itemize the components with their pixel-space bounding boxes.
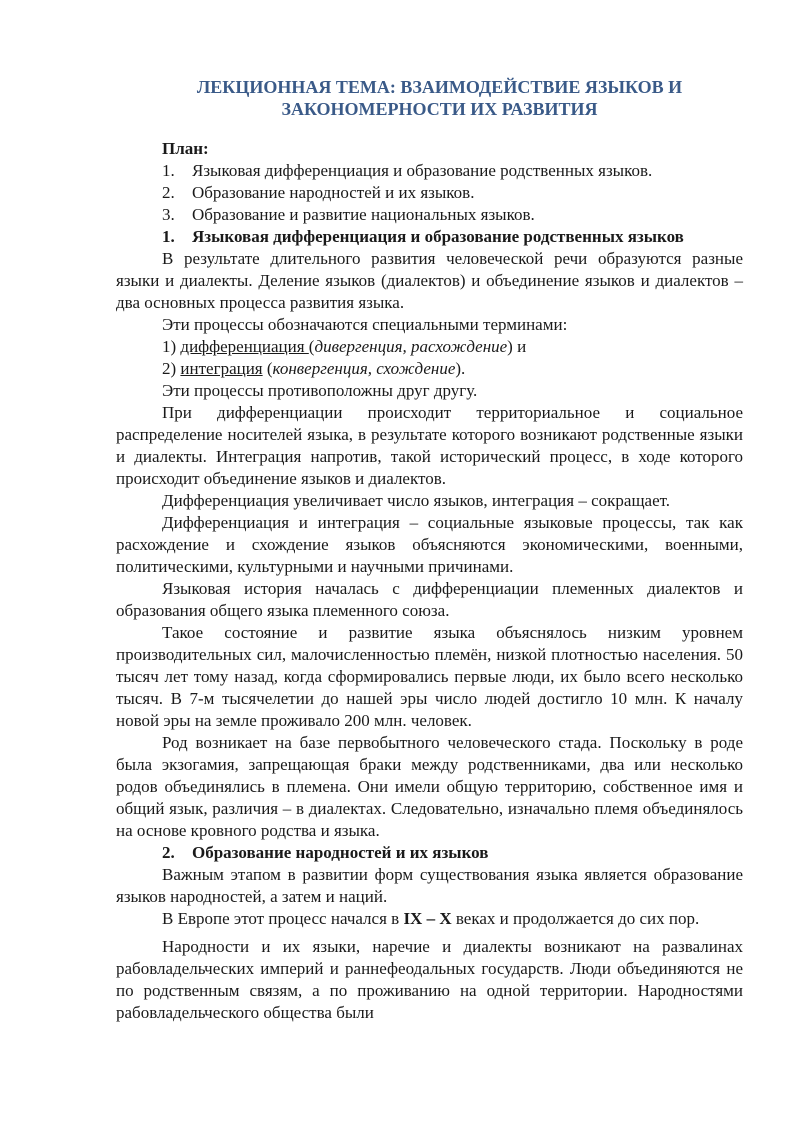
document-content	[116, 76, 743, 1024]
paragraph: Эти процессы обозначаются специальными терминами:	[162, 315, 568, 334]
paragraph: При дифференциации происходит территориальное и социальное распределение носителей языка, в результате которого возникают родственные языки и диалекты. Интеграция напротив, такой исторический процесс, в ходе которого происходит объединение языков и диалектов.	[116, 403, 743, 488]
paragraph: В результате длительного развития человеческой речи образуются разные языки и диалекты. Деление языков (диалектов) и объединение языков и диалектов – два основных процесса развития языка.	[116, 249, 743, 312]
plan-list	[116, 160, 743, 226]
lecture-title	[116, 76, 743, 120]
paragraph: Род возникает на базе первобытного человеческого стада. Поскольку в роде была экзогамия, запрещающая браки между родственниками, два или несколько родов объединялись в племена. Они имели общую территорию, собственное имя и общий язык, различия – в диалектах. Следовательно, изначально племя объединялось на основе кровного родства и языка.	[116, 733, 743, 840]
paragraph: Дифференциация увеличивает число языков, интеграция – сокращает.	[162, 491, 671, 510]
section-2-heading: 2. Образование народностей и их языков	[162, 843, 489, 862]
plan-heading: План:	[162, 139, 209, 158]
paragraph: Народности и их языки, наречие и диалекты возникают на развалинах рабовладельческих империй и раннефеодальных государств. Люди объединяются не по родственным связям, а по проживанию на одной территории. Народностями рабовладельческого общества были	[116, 937, 743, 1022]
plan-item: 2. Образование народностей и их языков.	[162, 183, 475, 202]
paragraph: Эти процессы противоположны друг другу.	[162, 381, 478, 400]
lecture-title-line-2: ЗАКОНОМЕРНОСТИ ИХ РАЗВИТИЯ	[281, 99, 598, 119]
plan-item: 1. Языковая дифференциация и образование родственных языков.	[162, 161, 653, 180]
term-differentiation: 1) дифференциация (дивергенция, расхождение) и	[162, 337, 527, 356]
section-1-heading: 1. Языковая дифференциация и образование родственных языков	[162, 227, 684, 246]
paragraph: Языковая история началась с дифференциации племенных диалектов и образования общего языка племенного союза.	[116, 579, 743, 620]
plan-item: 3. Образование и развитие национальных языков.	[162, 205, 535, 224]
paragraph: В Европе этот процесс начался в IX – X веках и продолжается до сих пор.	[162, 909, 700, 928]
paragraph: Такое состояние и развитие языка объяснялось низким уровнем производительных сил, малочисленностью племён, низкой плотностью населения. 50 тысяч лет тому назад, когда сформировались первые люди, их было всего несколько тысяч. В 7-м тысячелетии до нашей эры число людей достигло 10 млн. К началу новой эры на земле проживало 200 млн. человек.	[116, 623, 743, 730]
paragraph: Дифференциация и интеграция – социальные языковые процессы, так как расхождение и схождение языков объясняются экономическими, военными, политическими, культурными и научными причинами.	[116, 513, 743, 576]
paragraph: Важным этапом в развитии форм существования языка является образование языков народностей, а затем и наций.	[116, 865, 743, 906]
lecture-title-line-1: ЛЕКЦИОННАЯ ТЕМА: ВЗАИМОДЕЙСТВИЕ ЯЗЫКОВ И	[196, 77, 683, 97]
term-integration: 2) интеграция (конвергенция, схождение).	[162, 359, 466, 378]
